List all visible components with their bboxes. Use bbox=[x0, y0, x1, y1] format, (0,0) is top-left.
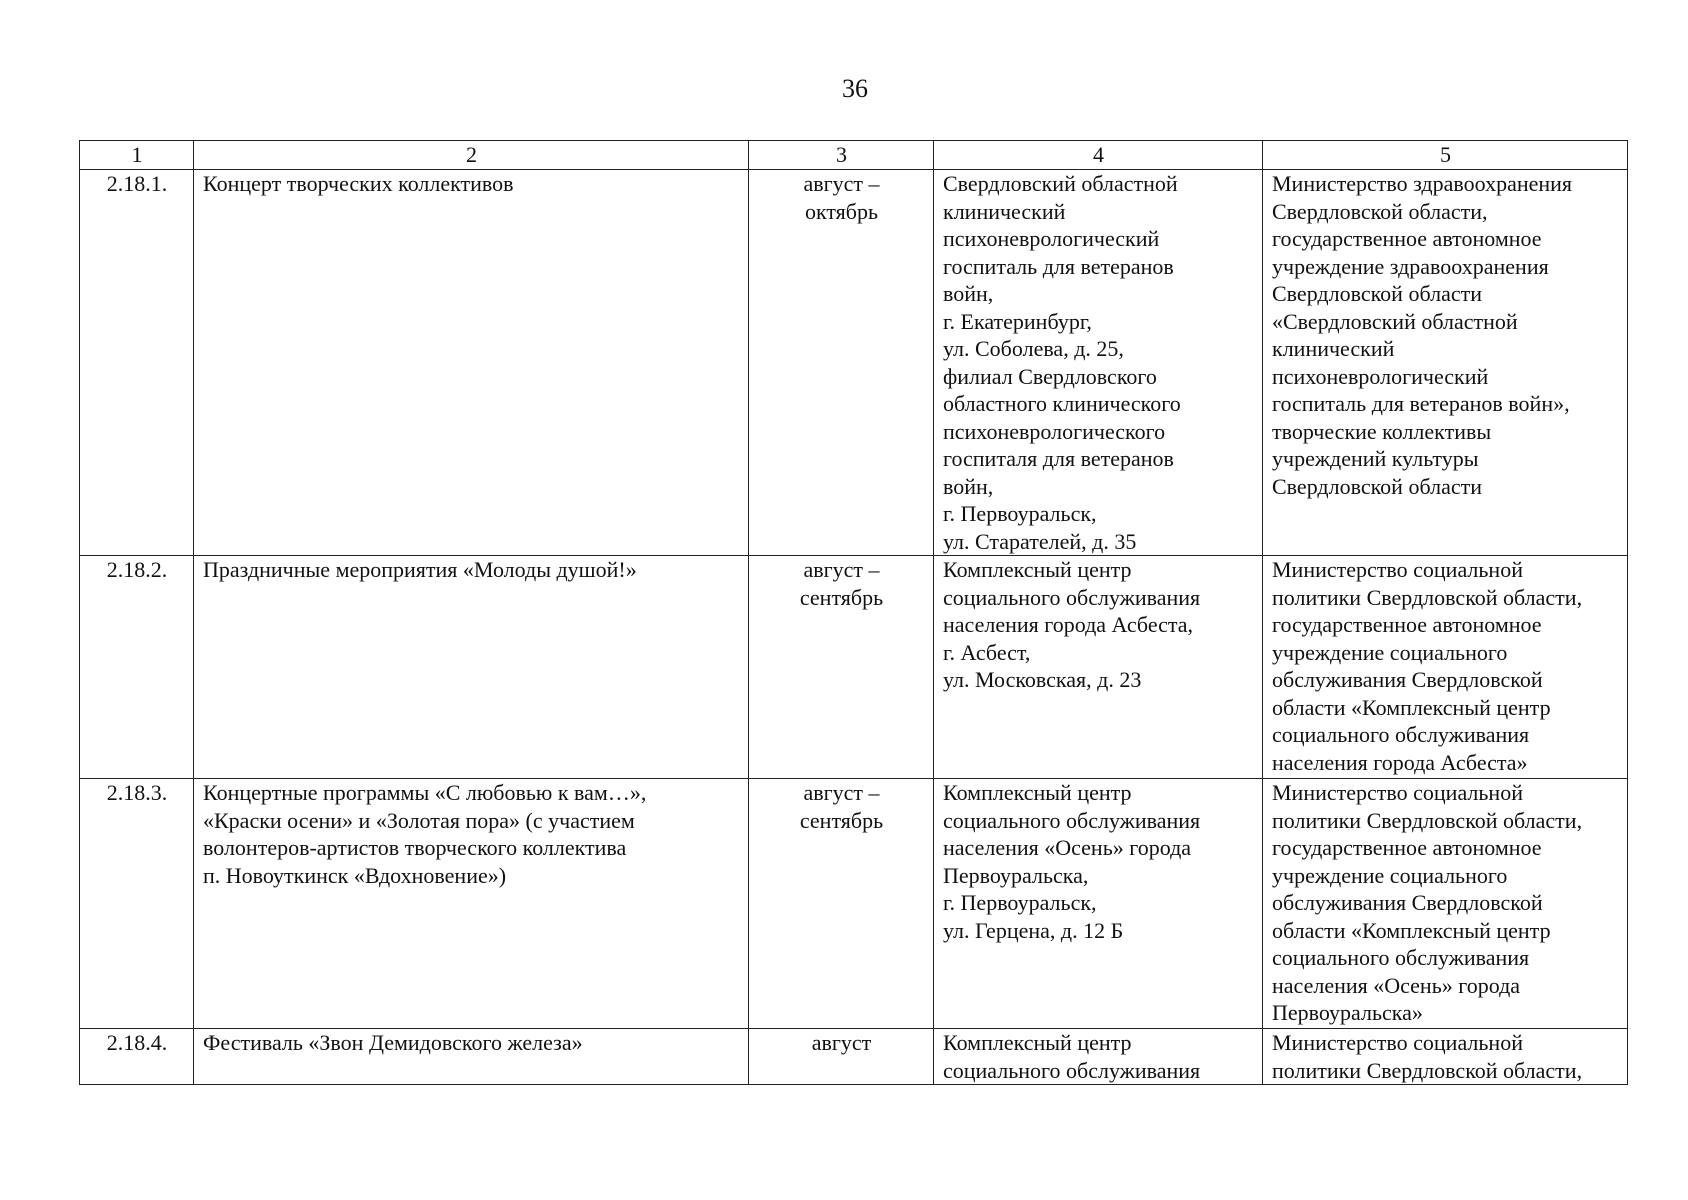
event-period: август – сентябрь bbox=[749, 556, 934, 779]
event-responsible: Министерство здравоохранения Свердловской области, государственное автономное учреждение здравоохранения Свердловской области «Свердловский областной клинический психоневрологический госпиталь для ветеранов войн», творческие коллективы учреждений культуры Свердловской области bbox=[1263, 170, 1628, 556]
column-header-2: 2 bbox=[194, 141, 749, 170]
table-row bbox=[80, 170, 1628, 556]
event-period: август – октябрь bbox=[749, 170, 934, 556]
events-table bbox=[79, 140, 1628, 1085]
table-row bbox=[80, 556, 1628, 779]
event-responsible: Министерство социальной политики Свердловской области, государственное автономное учреждение социального обслуживания Свердловской области «Комплексный центр социального обслуживания населения «Осень» города Первоуральска» bbox=[1263, 779, 1628, 1029]
header-row bbox=[80, 141, 1628, 170]
column-header-4: 4 bbox=[934, 141, 1263, 170]
event-responsible: Министерство социальной политики Свердловской области, государственное автономное учреждение социального обслуживания Свердловской области «Комплексный центр социального обслуживания населения города Асбеста» bbox=[1263, 556, 1628, 779]
event-responsible: Министерство социальной политики Свердловской области, bbox=[1263, 1029, 1628, 1085]
row-number: 2.18.1. bbox=[80, 170, 194, 556]
table-row bbox=[80, 779, 1628, 1029]
event-name: Праздничные мероприятия «Молоды душой!» bbox=[194, 556, 749, 779]
column-header-5: 5 bbox=[1263, 141, 1628, 170]
column-header-3: 3 bbox=[749, 141, 934, 170]
column-header-1: 1 bbox=[80, 141, 194, 170]
row-number: 2.18.3. bbox=[80, 779, 194, 1029]
event-period: август bbox=[749, 1029, 934, 1085]
event-name: Концерт творческих коллективов bbox=[194, 170, 749, 556]
row-number: 2.18.2. bbox=[80, 556, 194, 779]
event-place: Комплексный центр социального обслуживания населения города Асбеста, г. Асбест, ул. Московская, д. 23 bbox=[934, 556, 1263, 779]
event-place: Комплексный центр социального обслуживания bbox=[934, 1029, 1263, 1085]
table-row bbox=[80, 1029, 1628, 1085]
row-number: 2.18.4. bbox=[80, 1029, 194, 1085]
page-number: 36 bbox=[842, 74, 868, 103]
event-place: Комплексный центр социального обслуживания населения «Осень» города Первоуральска, г. Первоуральск, ул. Герцена, д. 12 Б bbox=[934, 779, 1263, 1029]
event-place: Свердловский областной клинический психоневрологический госпиталь для ветеранов войн, г. Екатеринбург, ул. Соболева, д. 25, филиал Свердловского областного клинического психоневрологического госпиталя для ветеранов войн, г. Первоуральск, ул. Старателей, д. 35 bbox=[934, 170, 1263, 556]
event-name: Фестиваль «Звон Демидовского железа» bbox=[194, 1029, 749, 1085]
event-name: Концертные программы «С любовью к вам…», «Краски осени» и «Золотая пора» (с участием волонтеров-артистов творческого коллектива п. Новоуткинск «Вдохновение») bbox=[194, 779, 749, 1029]
event-period: август – сентябрь bbox=[749, 779, 934, 1029]
